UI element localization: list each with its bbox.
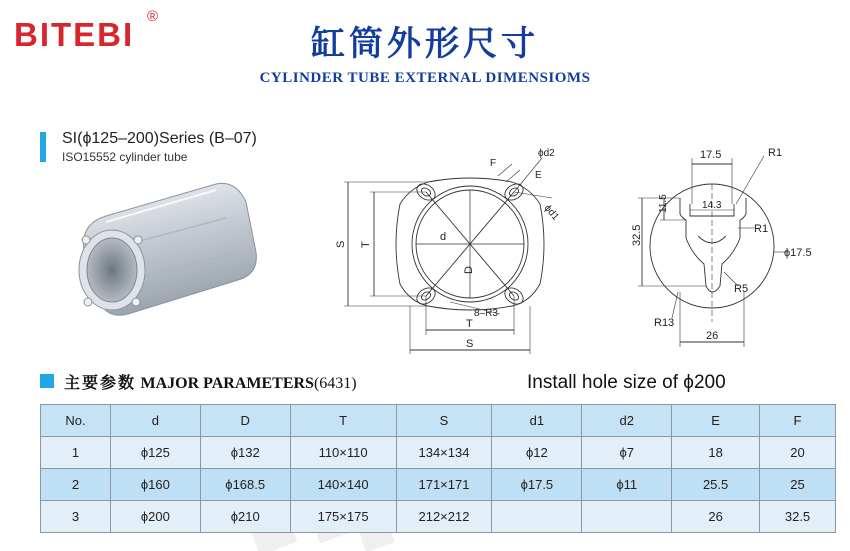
table-cell: 2 [41, 469, 111, 501]
dim-label-14-3: 14.3 [702, 200, 722, 211]
column-header: E [672, 405, 760, 437]
table-cell: ϕ7 [582, 437, 672, 469]
dim-label-R1-mid: R1 [754, 223, 769, 235]
table-cell-empty [492, 501, 582, 533]
dim-label-phi-17-5: ϕ17.5 [784, 247, 812, 259]
column-header: d1 [492, 405, 582, 437]
table-cell: ϕ11 [582, 469, 672, 501]
table-header-row [41, 405, 836, 437]
table-cell: ϕ12 [492, 437, 582, 469]
table-cell: 171×171 [396, 469, 492, 501]
dim-label-R1-top: R1 [768, 147, 783, 159]
dim-label-phi-d2: ϕd2 [538, 148, 555, 159]
table-cell: 212×212 [396, 501, 492, 533]
dim-label-S-left: S [335, 240, 347, 248]
dim-label-E: E [535, 170, 542, 181]
table-cell-empty [582, 501, 672, 533]
table-cell: ϕ132 [200, 437, 290, 469]
table-cell: ϕ125 [110, 437, 200, 469]
column-header: S [396, 405, 492, 437]
dim-label-T-left: T [360, 241, 372, 248]
install-hole-note: Install hole size of ϕ200 [527, 372, 726, 393]
dim-label-radius: 8–R3 [474, 308, 498, 319]
column-header: F [760, 405, 836, 437]
table-cell: 20 [760, 437, 836, 469]
table-cell: 3 [41, 501, 111, 533]
dim-label-11-5: 11.5 [658, 194, 669, 213]
dim-label-D: D [463, 266, 475, 274]
cylinder-tube-image [66, 178, 262, 324]
dim-label-26: 26 [706, 330, 719, 342]
table-row [41, 469, 836, 501]
table-cell: ϕ168.5 [200, 469, 290, 501]
brand-logo: BITEBI [14, 16, 135, 53]
section-marker [40, 374, 54, 388]
parameters-table [40, 404, 836, 533]
table-cell: 25.5 [672, 469, 760, 501]
series-title: SI(ϕ125–200)Series (B–07) [62, 130, 257, 147]
column-header: No. [41, 405, 111, 437]
table-row [41, 501, 836, 533]
column-header: d [110, 405, 200, 437]
table-cell: 134×134 [396, 437, 492, 469]
column-header: T [290, 405, 396, 437]
front-view-drawing [330, 142, 570, 357]
table-cell: ϕ17.5 [492, 469, 582, 501]
table-cell: 1 [41, 437, 111, 469]
registered-mark: ® [147, 8, 159, 25]
table-cell: ϕ200 [110, 501, 200, 533]
dim-label-phi-d1: ϕd1 [541, 202, 561, 223]
table-cell: 25 [760, 469, 836, 501]
table-cell: ϕ210 [200, 501, 290, 533]
table-cell: 140×140 [290, 469, 396, 501]
column-header: D [200, 405, 290, 437]
dim-label-R13: R13 [654, 317, 675, 329]
dim-label-T-bottom: T [466, 318, 473, 330]
table-cell: 32.5 [760, 501, 836, 533]
section-title-en: MAJOR PARAMETERS [140, 375, 314, 392]
table-cell: 175×175 [290, 501, 396, 533]
page-title-cn: 缸筒外形尺寸 [311, 24, 539, 64]
table-cell: 110×110 [290, 437, 396, 469]
table-cell: ϕ160 [110, 469, 200, 501]
dim-label-32-5: 32.5 [631, 224, 643, 246]
series-marker [40, 132, 46, 162]
section-title-cn: 主要参数 [64, 373, 137, 392]
dim-label-d: d [440, 231, 447, 243]
table-row [41, 437, 836, 469]
series-subtitle: ISO15552 cylinder tube [62, 150, 188, 164]
column-header: d2 [582, 405, 672, 437]
section-title-code: (6431) [313, 375, 357, 392]
slot-detail-drawing [612, 142, 842, 357]
table-cell: 18 [672, 437, 760, 469]
table-cell: 26 [672, 501, 760, 533]
page-title-en: CYLINDER TUBE EXTERNAL DIMENSIOMS [259, 70, 591, 86]
section-title [64, 370, 357, 393]
dim-label-R5: R5 [734, 283, 749, 295]
dim-label-F: F [490, 158, 497, 169]
dim-label-17-5: 17.5 [700, 149, 722, 161]
dim-label-S-bottom: S [466, 338, 474, 350]
